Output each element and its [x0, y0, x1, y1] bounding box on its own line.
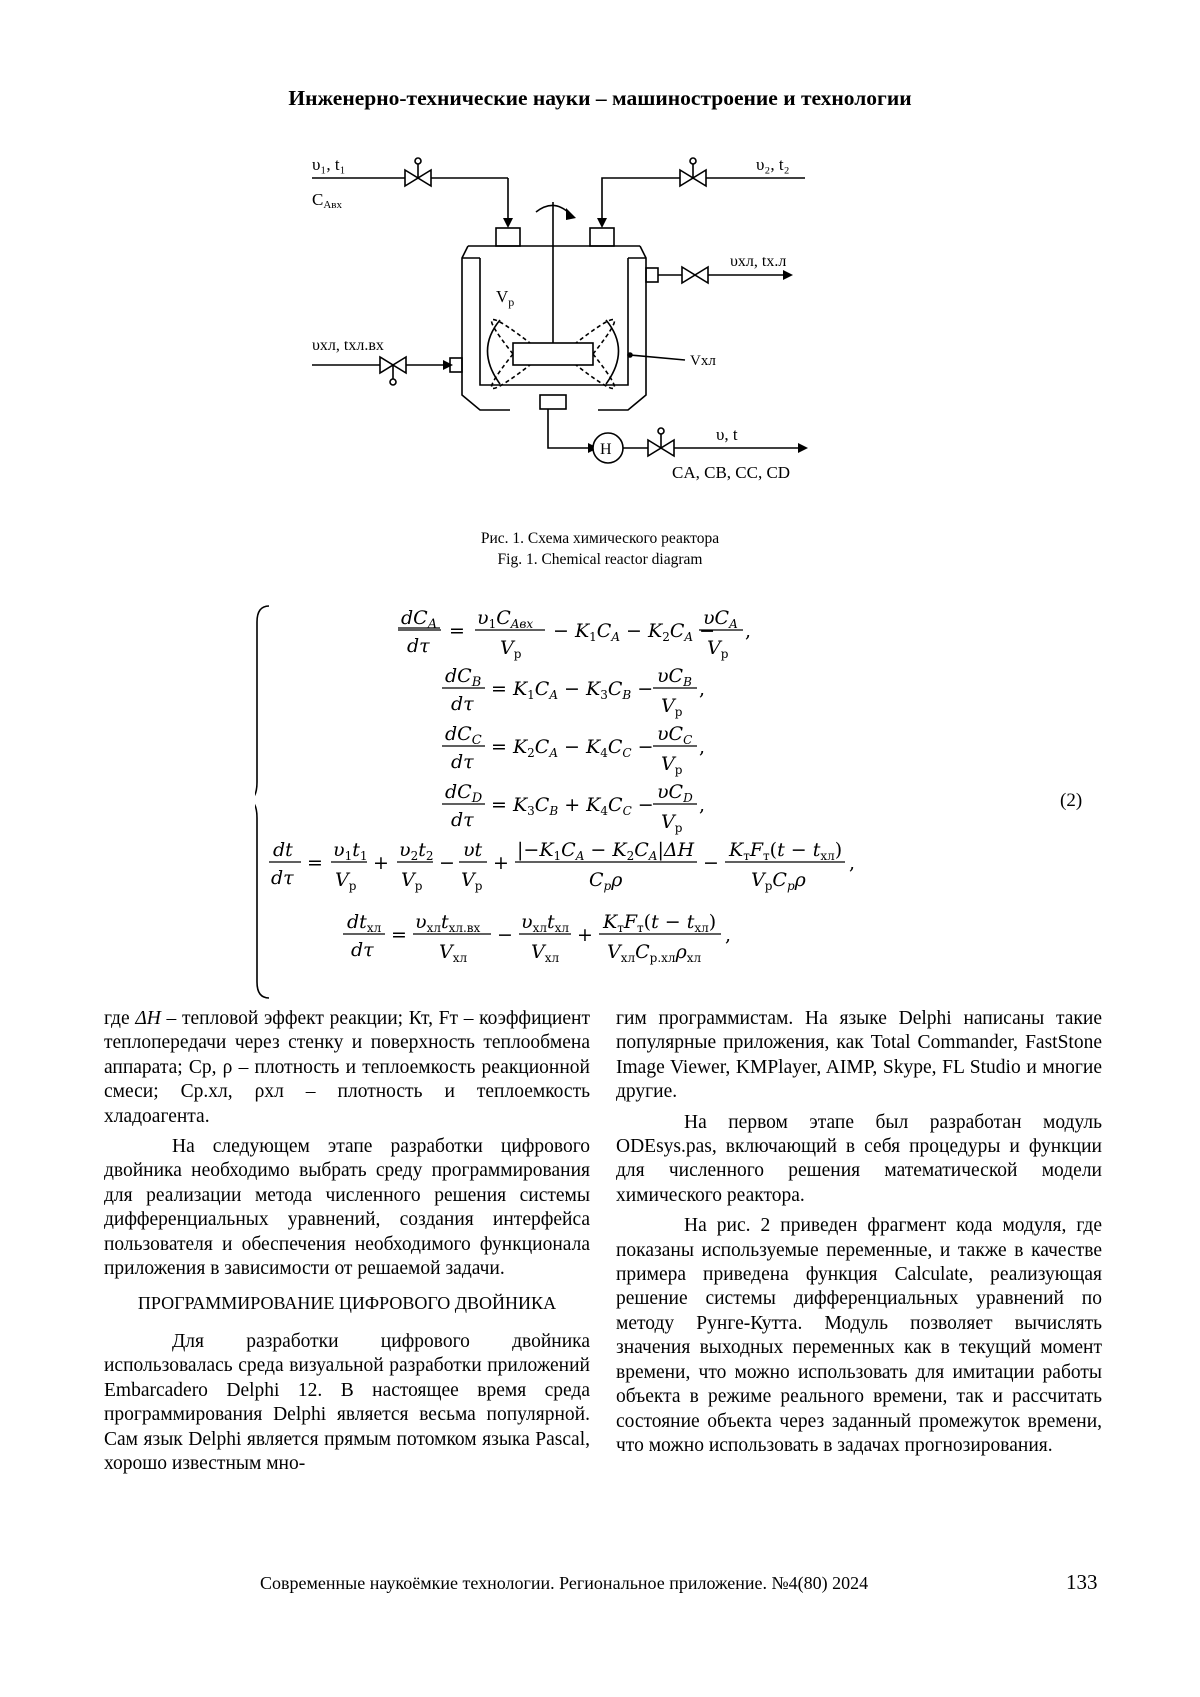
svg-text:,: , [745, 620, 752, 642]
svg-text:Vхл: $V_{хл}$ [439, 941, 468, 965]
equation-system [255, 602, 935, 1002]
jacket-volume-label: Vхл [690, 353, 716, 369]
paragraph-calculate: На рис. 2 приведен фрагмент кода модуля, где показаны используемые переменные, и также в качестве примера приведена функция Calculate, реализующая решение системы дифференциальных уравнений по методу Рунге-Кутта. Модуль позволяет вычислять значения выходных переменных как в текущий момент времени, что можно использовать для имитации работы объекта в режиме реального времени, так и рассчитать состояние объекта через заданный промежуток времени, что можно использовать в задачах прогнозирования. [616, 1215, 1102, 1456]
svg-text:dCB: $dC_B$ [445, 665, 482, 690]
svg-text:Vр: $V_р$ [500, 637, 522, 661]
svg-text:dτ: dτ [271, 867, 294, 889]
svg-text:= K3CB + K4CC −: = $K_3C_B + K_4C_C$ − [491, 794, 654, 818]
svg-text:υCD: $\upsilon C_D$ [657, 781, 693, 805]
svg-text:= K2CA − K4CC −: = $K_2C_A - K_4C_C$ − [491, 736, 654, 760]
svg-text:υ2t2: $\upsilon_2t_2$ [399, 839, 434, 863]
outlet-concentrations-label: CA, CB, CC, CD [672, 463, 791, 482]
svg-text:υ1t1: $\upsilon_1t_1$ [333, 839, 368, 863]
svg-text:dτ: dτ [351, 939, 374, 961]
svg-text:υCA: $\upsilon C_A$ [703, 607, 738, 631]
svg-text:VрCpρ: $V_рC_p\rho$ [751, 869, 806, 893]
svg-text:,: , [849, 852, 856, 874]
svg-text:KтFт(t − tхл): $K_тF_т(t - t_{хл})$ [603, 911, 717, 935]
svg-text:υt: υt [463, 839, 483, 861]
svg-text:Vр: $V_р$ [661, 695, 683, 719]
svg-text:−: − [703, 852, 719, 874]
svg-text:− K1CA − K2CA −: − $K_1C_A - K_2C_A$ − [553, 620, 716, 644]
svg-text:dCC: $dC_C$ [445, 723, 482, 748]
svg-text:Cpρ: $C_p\rho$ [589, 869, 623, 893]
symbols-paragraph: где ΔH – тепловой эффект реакции; Кт, Fт – коэффициент теплопередачи через стенку и поверхность теплообмена аппарата; Cp, ρ – плотность и теплоемкость реакционной смеси; Cр.хл, ρхл – плотность и теплоемкость хладоагента. [104, 1008, 590, 1127]
svg-text:υ1CAвх: $\upsilon_1C_{Aвх}$ [477, 607, 534, 631]
svg-text:Vр: $V_р$ [661, 753, 683, 777]
reactor-diagram [300, 150, 900, 535]
svg-text:υхлtхл.вх: $\upsilon_{хл}t_{хл.вх}$ [415, 911, 481, 935]
svg-text:,: , [699, 794, 706, 816]
outlet-label: υ, t [716, 425, 738, 444]
journal-title: Современные наукоёмкие технологии. Региональное приложение. №4(80) 2024 [260, 1573, 869, 1593]
svg-text:= K1CA − K3CB −: = $K_1C_A - K_3C_B$ − [491, 678, 654, 702]
svg-text:=: = [391, 924, 407, 946]
svg-text:Vр: $V_р$ [707, 637, 729, 661]
svg-text:υхлtхл: $\upsilon_{хл}t_{хл}$ [521, 911, 569, 935]
svg-text:dτ: dτ [451, 751, 474, 773]
left-column [104, 1007, 590, 1476]
svg-text:Vхл: $V_{хл}$ [531, 941, 560, 965]
svg-text:−: − [497, 924, 513, 946]
page-header: Инженерно-технические науки – машиностроение и технологии [288, 86, 912, 110]
paragraph-module: На первом этапе был разработан модуль ODEsys.pas, включающий в себя процедуры и функции для численного решения математической модели химического реактора. [616, 1111, 1102, 1206]
svg-text:,: , [699, 736, 706, 758]
svg-text:=: = [449, 620, 465, 642]
figure-caption-ru: Рис. 1. Схема химического реактора [480, 530, 720, 547]
svg-text:dτ: dτ [451, 693, 474, 715]
svg-text:dτ: dτ [451, 809, 474, 831]
svg-text:υCC: $\upsilon C_C$ [657, 723, 693, 747]
svg-text:dτ: dτ [407, 635, 430, 657]
inlet2-label: υ₂, t₂ [756, 155, 790, 174]
svg-text:+: + [373, 852, 389, 874]
inlet1-label: υ₁, t₁ [312, 155, 346, 174]
svg-text:Vр: $V_р$ [401, 869, 423, 893]
coolant-outlet-label: υхл, tх.л [730, 253, 787, 270]
equation-number: (2) [1060, 790, 1083, 811]
svg-text:+: + [493, 852, 509, 874]
paragraph-environment: На следующем этапе разработки цифрового двойника необходимо выбрать среду программирования для реализации метода численного решения системы дифференциальных уравнений, создания интерфейса пользователя и обеспечения необходимого функционала приложения в зависимости от решаемой задачи. [104, 1136, 590, 1280]
svg-text:|−K1CA − K2CA|ΔH: $|-K_1C_A - K_2C_A|\Delta H$ [517, 839, 695, 863]
svg-text:=: = [307, 852, 323, 874]
svg-text:dtхл: $dt_{хл}$ [347, 911, 382, 935]
svg-text:VхлCр.хлρхл: $V_{хл}C_{р.хл}\rho_{хл}$ [607, 941, 702, 965]
paragraph-delphi: Для разработки цифрового двойника использовалась среда визуальной разработки приложений Embarcadero Delphi 12. В настоящее время среда программирования Delphi является весьма популярной. Сам язык Delphi является прямым потомком языка Pascal, хорошо известным мно- [104, 1330, 590, 1474]
page-number: 133 [1066, 1570, 1098, 1594]
svg-text:υCB: $\upsilon C_B$ [657, 665, 692, 689]
svg-text:Vр: $V_р$ [335, 869, 357, 893]
right-column [616, 1007, 1102, 1458]
figure-caption-en: Fig. 1. Chemical reactor diagram [497, 551, 703, 568]
svg-text:KтFт(t − tхл): $K_тF_т(t - t_{хл})$ [729, 839, 843, 863]
svg-text:,: , [699, 678, 706, 700]
svg-text:+: + [577, 924, 593, 946]
svg-text:Vр: $V_р$ [461, 869, 483, 893]
svg-text:dCD: $dC_D$ [445, 781, 483, 806]
inlet1-concentration-label: CАвх [312, 190, 342, 211]
coolant-inlet-label: υхл, tхл.вх [312, 337, 384, 354]
svg-text:dCA: $dC_A$ [401, 607, 438, 632]
svg-text:−: − [439, 852, 455, 874]
paragraph-apps: гим программистам. На языке Delphi написаны такие популярные приложения, как Total Commander, FastStone Image Viewer, KMPlayer, AIMP, Skype, FL Studio и многие другие. [616, 1008, 1102, 1103]
pump-label: Н [600, 441, 612, 458]
section-heading: ПРОГРАММИРОВАНИЕ ЦИФРОВОГО ДВОЙНИКА [137, 1293, 557, 1314]
svg-text:dt: dt [273, 839, 293, 861]
svg-text:,: , [725, 924, 732, 946]
reactor-volume-label: $V_р$ [496, 287, 515, 309]
svg-text:Vр: $V_р$ [661, 811, 683, 835]
